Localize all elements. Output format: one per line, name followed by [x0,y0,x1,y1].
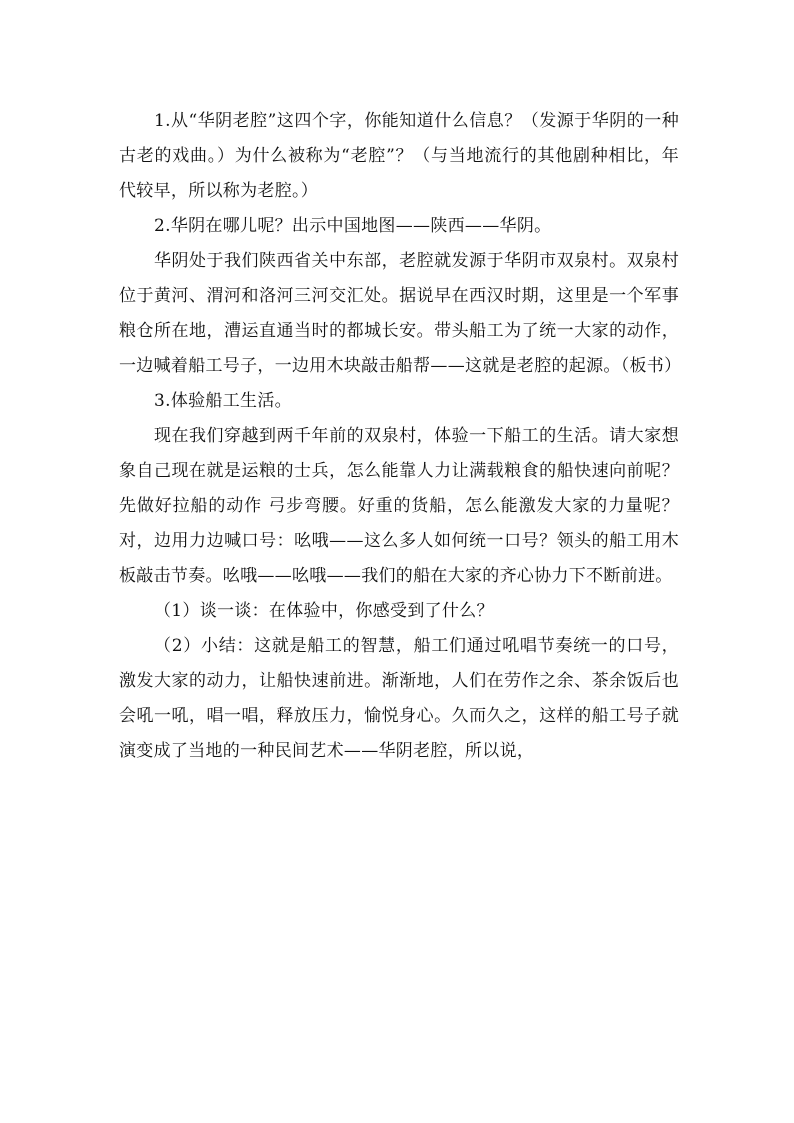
question-2-paragraph: 2.华阴在哪儿呢？出示中国地图——陕西——华阴。 [154,216,552,236]
summary-paragraph: （2）小结：这就是船工的智慧，船工们通过吼唱节奏统一的口号，激发大家的动力，让船快速前进。渐渐地，人们在劳作之余、茶余饭后也会吼一吼，唱一唱，释放压力，愉悦身心。久而久之，这样的船工号子就演变成了当地的一种民间艺术——华阴老腔，所以说， [119,636,679,761]
step-3-heading: 3.体验船工生活。 [154,391,292,411]
question-1-paragraph: 1.从“华阴老腔”这四个字，你能知道什么信息？（发源于华阴的一种古老的戏曲。）为什么被称为“老腔”？（与当地流行的其他剧种相比，年代较早，所以称为老腔。） [119,111,679,201]
document-body [119,104,682,769]
huayin-origin-paragraph: 华阴处于我们陕西省关中东部，老腔就发源于华阴市双泉村。双泉村位于黄河、渭河和洛河三河交汇处。据说早在西汉时期，这里是一个军事粮仓所在地，漕运直通当时的都城长安。带头船工为了统一大家的动作，一边喊着船工号子，一边用木块敲击船帮——这就是老腔的起源。（板书） [119,251,682,376]
discussion-paragraph: （1）谈一谈：在体验中，你感受到了什么？ [154,601,494,621]
boatman-experience-paragraph: 现在我们穿越到两千年前的双泉村，体验一下船工的生活。请大家想象自己现在就是运粮的士兵，怎么能靠人力让满载粮食的船快速向前呢？先做好拉船的动作 弓步弯腰。好重的货船，怎么能激发大家的力量呢？对，边用力边喊口号：吆哦——这么多人如何统一口号？领头的船工用木板敲击节奏。吆哦——吆哦——我们的船在大家的齐心协力下不断前进。 [119,426,679,586]
